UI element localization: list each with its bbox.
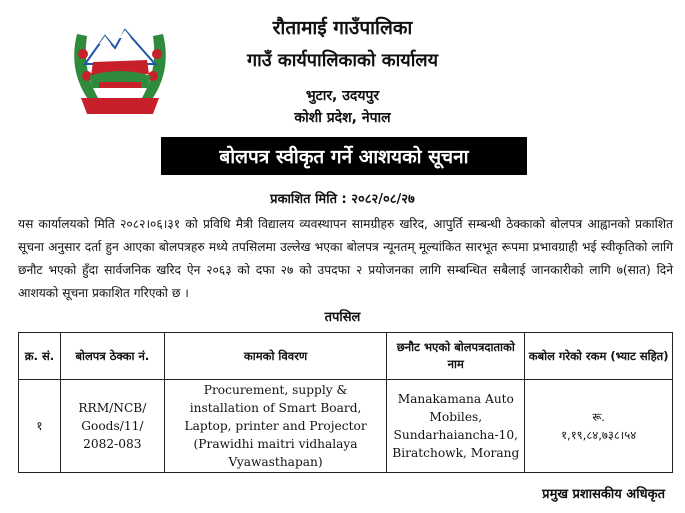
table-row [19, 380, 673, 473]
province-country: कोशी प्रदेश, नेपाल [294, 110, 391, 126]
office-address: भुटार, उदयपुर [305, 88, 380, 104]
cell-amount [525, 380, 673, 473]
signatory: प्रमुख प्रशासकीय अधिकृत [542, 487, 665, 502]
notice-title-banner [161, 137, 527, 175]
table-header-row [19, 333, 673, 380]
office-name: गाउँ कार्यपालिकाको कार्यालय [246, 50, 439, 71]
notice-title: बोलपत्र स्वीकृत गर्ने आशयको सूचना [219, 146, 469, 168]
cell-bidder: Manakamana Auto Mobiles, Sundarhaiancha-10, Biratchowk, Morang [387, 380, 525, 473]
col-header-work: कामको विवरण [164, 333, 387, 380]
table-title: तपसिल [324, 310, 361, 325]
col-header-contract: बोलपत्र ठेक्का नं. [60, 333, 164, 380]
publication-date: प्रकाशित मिति : २०८२/०८/२७ [270, 192, 415, 207]
cell-sn: १ [19, 380, 61, 473]
col-header-bidder: छनौट भएको बोलपत्रदाताको नाम [387, 333, 525, 380]
award-table [18, 332, 673, 473]
municipality-name: रौतामाई गाउँपालिका [272, 17, 413, 39]
cell-contract: RRM/NCB/ Goods/11/ 2082-083 [60, 380, 164, 473]
col-header-sn: क्र. सं. [19, 333, 61, 380]
col-header-amount: कबोल गरेको रकम (भ्याट सहित) [525, 333, 673, 380]
notice-body: यस कार्यालयको मिति २०८२।०६।३१ को प्रविधि मैत्री विद्यालय व्यवस्थापन सामग्रीहरु खरिद, आपुर्ति सम्बन्धी ठेक्काको बोलपत्र आह्वानको प्रकाशित सूचना अनुसार दर्ता हुन आएका बोलपत्रहरु मध्ये तपसिलमा उल्लेख भएका बोलपत्र न्यूनतम् मूल्यांकित सारभूत रूपमा प्रभावग्राही भई स्वीकृतिको लागि छनौट भएको हुँदा सार्वजनिक खरिद ऐन २०६३ को दफा २७ को उपदफा २ प्रयोजनका लागि सम्बन्धित सबैलाई जानकारीको लागि ७(सात) दिने आशयको सूचना प्रकाशित गरिएको छ । [18, 217, 673, 300]
amount-prefix: रू. [592, 410, 605, 424]
cell-work: Procurement, supply & installation of Smart Board, Laptop, printer and Projector (Prawidhi maitri vidhalaya Vyawasthapan) [164, 380, 387, 473]
amount-value: १,१९,८४,७३८।५४ [561, 428, 637, 442]
